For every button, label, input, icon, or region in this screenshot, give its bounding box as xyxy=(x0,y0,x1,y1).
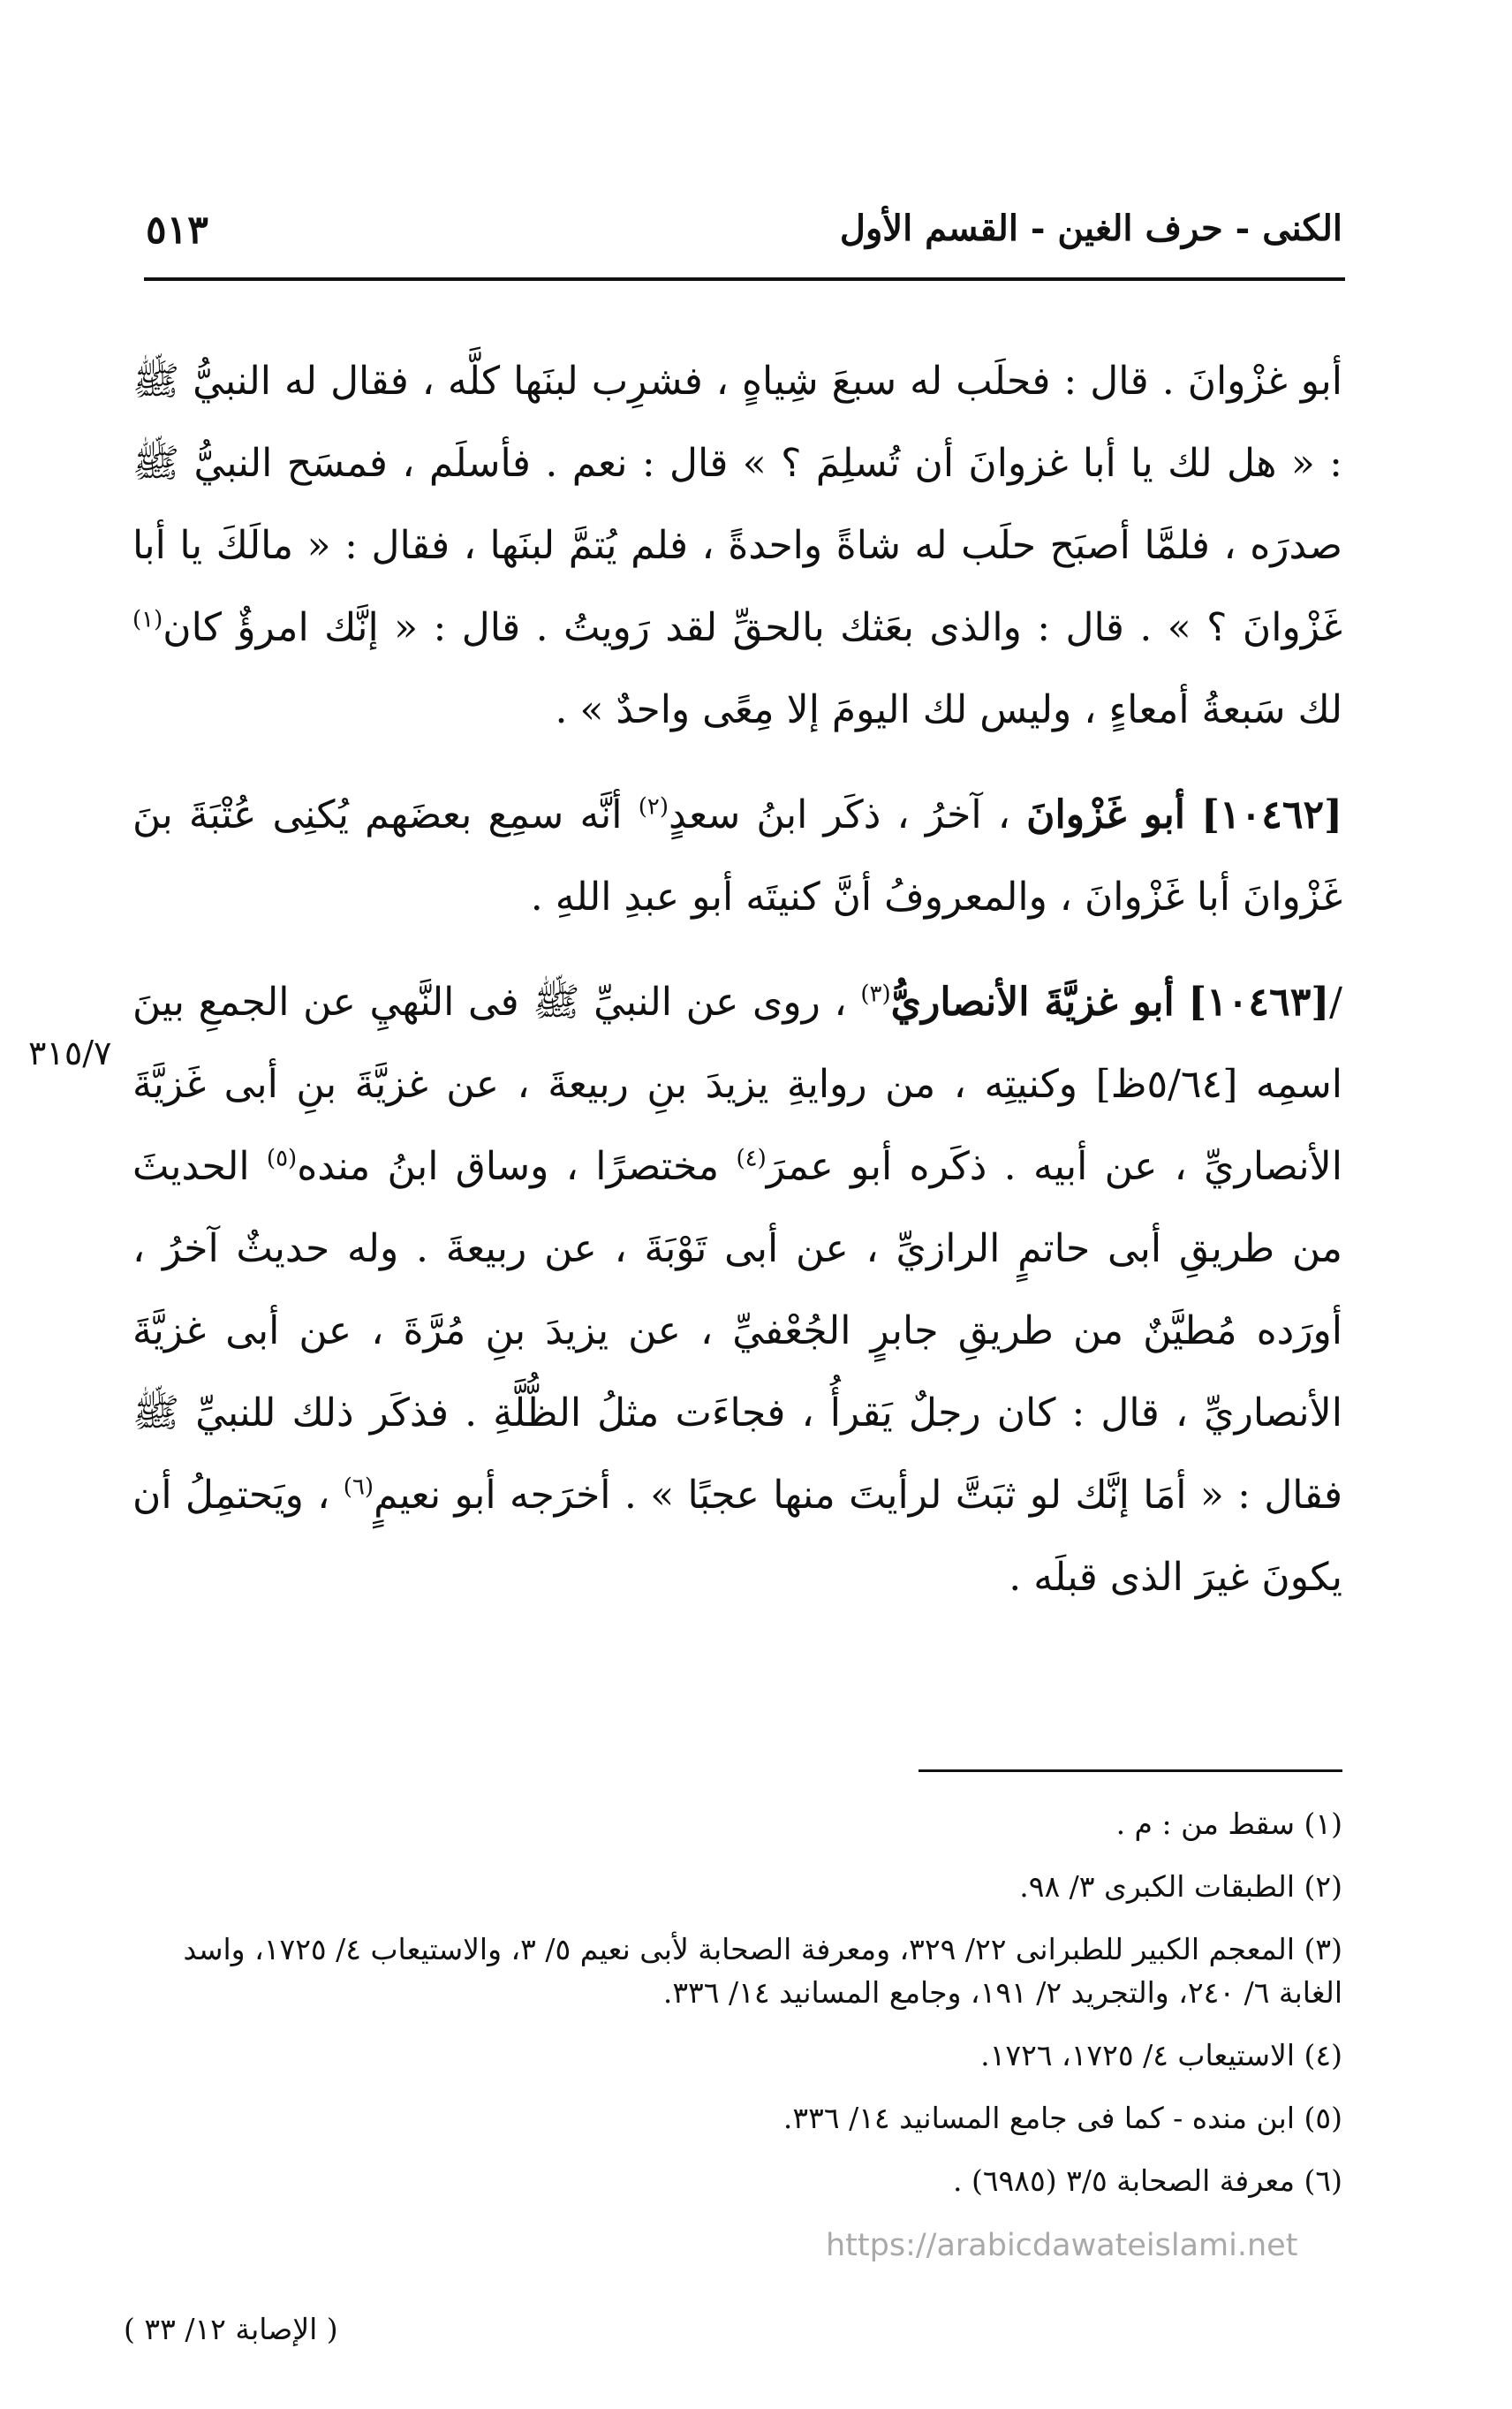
paragraph-continuation xyxy=(132,340,1342,751)
bottom-reference: ( الإصابة ١٢/ ٣٣ ) xyxy=(124,2312,338,2346)
entry-number: [١٠٤٦٢] xyxy=(1201,792,1342,837)
footnote-ref-3: (٣) xyxy=(860,981,891,1008)
text-run: ، آخرُ ، ذكَر ابنُ سعدٍ xyxy=(669,792,1010,837)
text-run: ، روى عن النبيِّ ﷺ فى النَّهيِ عن الجمعِ بينَ اسمِه [٥/٦٤ظ] وكنيتِه ، من روايةِ يزيدَ بنِ ربيعةَ ، عن غزيَّةَ بنِ أبى غَزيَّةَ الأنصاريِّ ، عن أبيه . ذكَره أبو عمرَ xyxy=(132,980,1343,1189)
entry-name: أبو غزيَّةَ الأنصاريُّ xyxy=(890,980,1175,1025)
entry-name: أبو غَزْوانَ xyxy=(1026,792,1185,837)
footnote: (٢) الطبقات الكبرى ٣/ ٩٨. xyxy=(1019,1869,1342,1904)
footnote: (٤) الاستيعاب ٤/ ١٧٢٥، ١٧٢٦. xyxy=(980,2038,1342,2072)
watermark-url: https://arabicdawateislami.net xyxy=(826,2228,1298,2263)
footnote: (١) سقط من : م . xyxy=(1115,1807,1342,1841)
page-number: ٥١٣ xyxy=(146,208,208,253)
text-run: لك سَبعةُ أمعاءٍ ، وليس لك اليومَ إلا مِعًى واحدٌ » . xyxy=(555,687,1342,732)
footnotes xyxy=(124,1802,1342,2222)
running-header xyxy=(146,208,1342,269)
footnote-rule xyxy=(919,1769,1342,1772)
header-title: الكنى - حرف الغين - القسم الأول xyxy=(839,208,1342,249)
main-text xyxy=(132,340,1342,1618)
page-break-mark: / xyxy=(1329,980,1342,1025)
header-rule xyxy=(144,277,1345,281)
text-run: الحديثَ من طريقِ أبى حاتمٍ الرازيِّ ، عن أبى تَوْبَةَ ، عن ربيعةَ . وله حديثٌ آخرُ ، أورَده مُطيَّنٌ من طريقِ جابرٍ الجُعْفيِّ ، عن يزيدَ بنِ مُرَّةَ ، عن أبى غزيَّةَ الأنصاريِّ ، قال : كان رجلٌ يَقرأُ ، فجاءَت مثلُ الظُّلَّةِ . فذكَر ذلك للنبيِّ ﷺ فقال : « أمَا إنَّك لو ثبَتَّ لرأيتَ منها عجبًا » . أخرَجه أبو نعيمٍ xyxy=(132,1144,1342,1518)
text-run: ، ويَحتمِلُ أن يكونَ غيرَ الذى قبلَه . xyxy=(132,1473,1342,1600)
entry-number: [١٠٤٦٣] xyxy=(1188,980,1330,1025)
text-run: أنَّه سمِع بعضَهم يُكنِى عُتْبَةَ بنَ غَزْوانَ أبا غَزْوانَ ، والمعروفُ أنَّ كنيتَه أبو عبدِ اللهِ . xyxy=(132,792,1342,920)
footnote-ref-5: (٥) xyxy=(266,1145,298,1172)
footnote: (٦) معرفة الصحابة ٣/٥ (٦٩٨٥) . xyxy=(952,2163,1342,2198)
text-run: أبو غزْوانَ . قال : فحلَب له سبعَ شِياهٍ ، فشرِب لبنَها كلَّه ، فقال له النبيُّ ﷺ : « هل لك يا أبا غزوانَ أن تُسلِمَ ؟ » قال : نعم . فأسلَم ، فمسَح النبيُّ ﷺ صدرَه ، فلمَّا أصبَح حلَب له شاةً واحدةً ، فلم يُتمَّ لبنَها ، فقال : « مالَكَ يا أبا غَزْوانَ ؟ » . قال : والذى بعَثك بالحقِّ لقد رَويتُ . قال : « إنَّك امرؤٌ كان xyxy=(132,359,1342,650)
entry-10462 xyxy=(132,774,1342,938)
footnote-ref-1: (١) xyxy=(132,606,163,633)
margin-volume-page-note: ٣١٥/٧ xyxy=(28,1034,112,1072)
footnote-ref-4: (٤) xyxy=(736,1145,767,1172)
footnote-ref-2: (٢) xyxy=(638,793,669,821)
footnote: (٥) ابن منده - كما فى جامع المسانيد ١٤/ ٣٣٦. xyxy=(782,2101,1342,2135)
footnote-ref-6: (٦) xyxy=(343,1473,374,1501)
entry-10463 xyxy=(132,961,1342,1618)
text-run: مختصرًا ، وساق ابنُ منده xyxy=(297,1144,720,1189)
footnote: (٣) المعجم الكبير للطبرانى ٢٢/ ٣٢٩، ومعرفة الصحابة لأبى نعيم ٥/ ٣، والاستيعاب ٤/ ١٧٢٥، واسد الغابة ٦/ ٢٤٠، والتجريد ٢/ ١٩١، وجامع المسانيد ١٤/ ٣٣٦. xyxy=(183,1932,1342,2010)
